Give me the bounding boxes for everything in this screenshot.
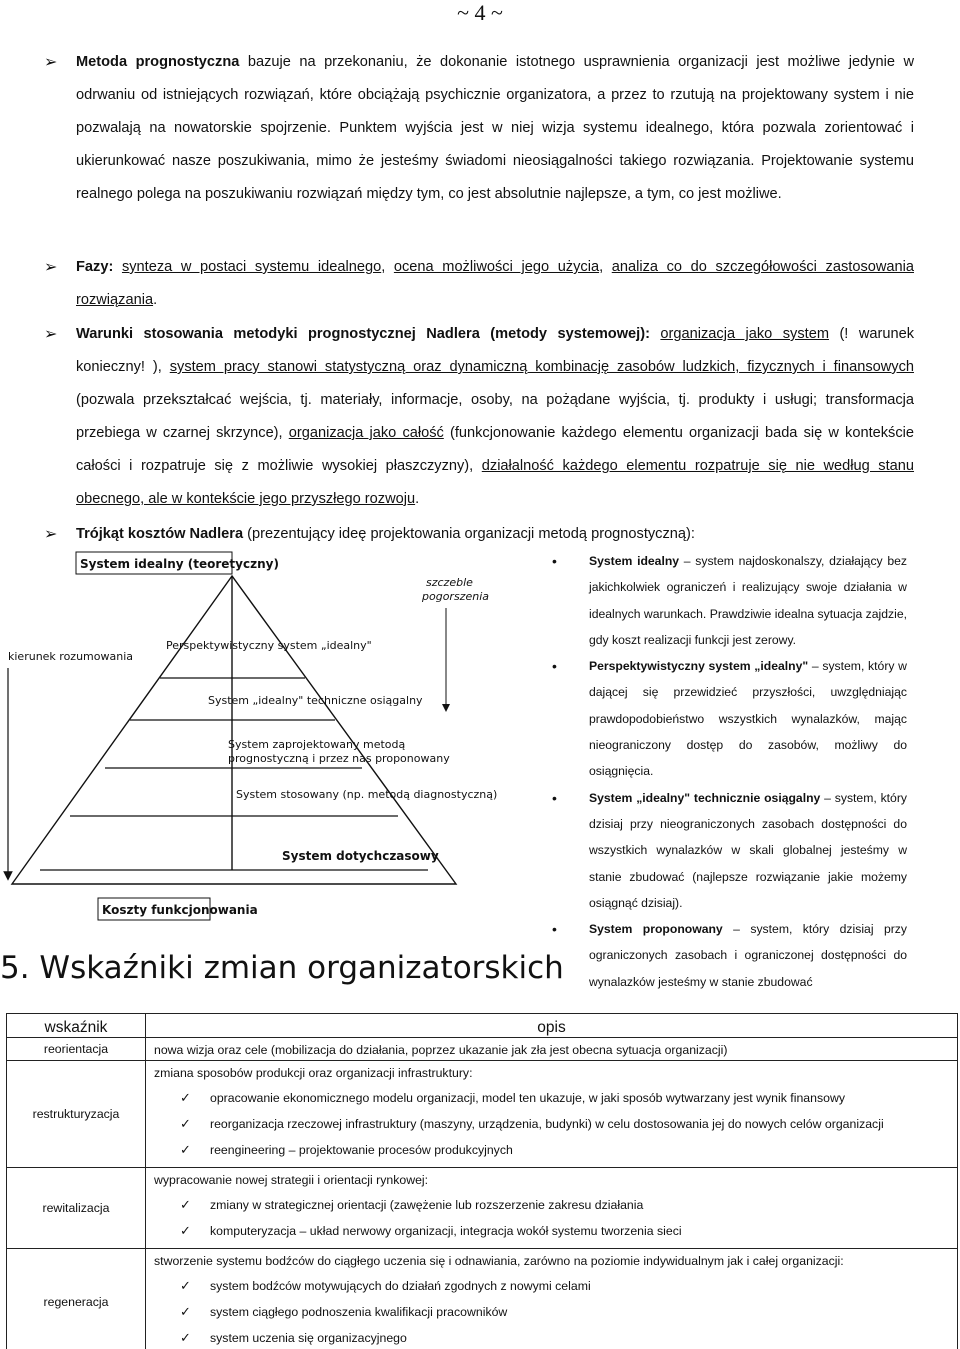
checkmark-icon: ✓ xyxy=(180,1304,191,1319)
phase-synthesis: synteza w postaci systemu idealnego xyxy=(121,259,382,275)
condition-text-3: (funkcjonowanie każdego elementu organizacji bada się w kontekście całości i rozpatruje się z możliwie wysokiej płaszczyzny), xyxy=(76,425,914,474)
arrow-bullet-icon: ➢ xyxy=(44,54,58,71)
list-item-text: system uczenia się organizacyjnego xyxy=(210,1331,407,1345)
list-item-text: zmiany w strategicznej orientacji (zawężenie lub rozszerzenie zakresu działania xyxy=(210,1198,644,1212)
checkmark-icon: ✓ xyxy=(180,1330,191,1345)
definition-item xyxy=(527,785,907,916)
term-prognostic-method: Metoda prognostyczna xyxy=(76,54,240,70)
list-item xyxy=(154,1192,949,1218)
definition-term: Perspektywistyczny system „idealny" xyxy=(589,659,809,674)
description-intro: nowa wizja oraz cele (mobilizacja do działania, poprzez ukazanie jak zła jest obecna sytuacja organizacji) xyxy=(154,1043,728,1057)
table-row xyxy=(7,1249,958,1349)
bullet-conditions xyxy=(44,318,914,518)
checkmark-icon: ✓ xyxy=(180,1223,191,1238)
level-applied-label: System stosowany (np. metodą diagnostyczną) xyxy=(236,788,498,801)
indicator-description xyxy=(146,1168,958,1249)
term-nadler-triangle: Trójkąt kosztów Nadlera xyxy=(76,526,244,542)
table-row xyxy=(7,1061,958,1168)
definition-item xyxy=(527,916,907,995)
arrow-bullet-icon: ➢ xyxy=(44,259,58,276)
bullet-dot-icon: • xyxy=(552,789,557,806)
definition-term: System „idealny" technicznie osiągalny xyxy=(589,790,821,805)
phase-evaluation: ocena możliwości jego użycia xyxy=(393,259,600,275)
indicator-name: rewitalizacja xyxy=(7,1168,146,1249)
list-item-text: system bodźców motywujących do działań zgodnych z nowymi celami xyxy=(210,1279,591,1293)
description-intro: stworzenie systemu bodźców do ciągłego uczenia się i odnawiania, zarówno na poziomie indywidualnym jak i całej organizacji: xyxy=(154,1254,844,1268)
checkmark-icon: ✓ xyxy=(180,1142,191,1157)
top-box-label: System idealny (teoretyczny) xyxy=(80,557,279,571)
check-list xyxy=(154,1273,949,1349)
phase-analysis: analiza co do szczegółowości zastosowania rozwiązania xyxy=(76,259,914,308)
list-item xyxy=(154,1111,949,1137)
indicator-description xyxy=(146,1038,958,1061)
bullet-nadler-triangle xyxy=(44,518,914,551)
list-item xyxy=(154,1218,949,1244)
reasoning-direction-label: kierunek rozumowania xyxy=(8,650,134,663)
list-item-text: opracowanie ekonomicznego modelu organizacji, model ten ukazuje, w jaki sposób wytwarzany jest wynik finansowy xyxy=(210,1091,845,1105)
definition-item xyxy=(527,653,907,784)
indicator-name: regeneracja xyxy=(7,1249,146,1349)
nadler-triangle-text: (prezentujący ideę projektowania organizacji metodą prognostyczną): xyxy=(243,526,695,542)
list-item-text: reengineering – projektowanie procesów produkcyjnych xyxy=(210,1143,513,1157)
definition-text: – system najdoskonalszy, działający bez jakichkolwiek ograniczeń i realizujący swoje działania w idealnych warunkach. Prawdziwie idealna sytuacja zajdzie, gdy koszt realizacji funkcji jest zerowy. xyxy=(589,554,907,647)
list-item xyxy=(154,1325,949,1349)
indicator-name: reorientacja xyxy=(7,1038,146,1061)
indicators-table xyxy=(6,1013,958,1349)
condition-text-2: (pozwala przekształcać wejścia, tj. materiały, informacje, osoby, na pożądane wyjścia, tj. produkty i usługi; transformacja przebiega w czarnej skrzynce), xyxy=(76,392,914,441)
base-box-label: Koszty funkcjonowania xyxy=(102,903,258,917)
checkmark-icon: ✓ xyxy=(180,1278,191,1293)
description-intro: zmiana sposobów produkcji oraz organizacji infrastruktury: xyxy=(154,1066,473,1080)
condition-work-system: system pracy stanowi statystyczną oraz dynamiczną kombinację zasobów ludzkich, fizycznych i finansowych xyxy=(169,359,914,375)
check-list xyxy=(154,1192,949,1244)
level-proposed-label-b: prognostyczną i przez nas proponowany xyxy=(228,752,450,765)
list-item-text: komputeryzacja – układ nerwowy organizacji, integracja wokół systemu tworzenia sieci xyxy=(210,1224,682,1238)
section-heading: 5. Wskaźniki zmian organizatorskich xyxy=(0,950,564,986)
table-row xyxy=(7,1168,958,1249)
bullet-dot-icon: • xyxy=(552,921,557,938)
bullet-list xyxy=(44,46,914,551)
condition-future-development: działalność każdego elementu rozpatruje się nie według stanu obecnego, ale w kontekście jego przyszłego rozwoju xyxy=(76,458,915,507)
prognostic-method-text: bazuje na przekonaniu, że dokonanie istotnego usprawnienia organizacji jest możliwe jedynie w odrwaniu od istniejących rozwiązań, które obciążają psychicznie organizatora, a przez to rzutują na projektowany system i nie pozwalają na nowatorskie spojrzenie. Punktem wyjścia jest w niej wizja systemu idealnego, która pozwala zorientować i ukierunkować nasze poszukiwania, mimo że jesteśmy świadomi nieosiągalności takiego rozwiązania. Projektowanie systemu realnego polega na poszukiwaniu rozwiązań między tym, co jest absolutnie najlepsze, a tym, co jest możliwe. xyxy=(76,54,914,202)
period: . xyxy=(153,292,158,308)
definition-item xyxy=(527,548,907,653)
definition-term: System proponowany xyxy=(589,922,723,937)
separator: , xyxy=(381,259,394,275)
list-item xyxy=(154,1299,949,1325)
bullet-prognostic-method xyxy=(44,46,914,251)
level-perspective-label: Perspektywistyczny system „idealny" xyxy=(166,639,372,652)
description-intro: wypracowanie nowej strategii i orientacji rynkowej: xyxy=(154,1173,429,1187)
definitions-list xyxy=(527,548,907,995)
header-description: opis xyxy=(146,1014,958,1038)
term-conditions: Warunki stosowania metodyki prognostycznej Nadlera (metody systemowej): xyxy=(76,326,650,342)
condition-organization-as-system: organizacja jako system xyxy=(660,326,829,342)
condition-text-1: (! warunek konieczny! ), xyxy=(76,326,914,375)
condition-organization-as-whole: organizacja jako całość xyxy=(288,425,444,441)
pyramid-outline xyxy=(12,576,456,884)
indicator-name: restrukturyzacja xyxy=(7,1061,146,1168)
bullet-dot-icon: • xyxy=(552,553,557,569)
level-current-label: System dotychczasowy xyxy=(282,849,439,863)
list-item-text: reorganizacja rzeczowej infrastruktury (maszyny, urządzenia, budynki) w celu dostosowania jej do nowych celów organizacji xyxy=(210,1117,884,1131)
nadler-cost-triangle-figure xyxy=(0,548,520,938)
list-item xyxy=(154,1273,949,1299)
definition-text: – system, który w dającej się przewidzieć przyszłości, uwzględniając prawdopodobieństwo wszystkich wynalazków, mając nieograniczony dostęp do zasobów, możliwy do osiągnięcia. xyxy=(589,659,907,779)
separator: , xyxy=(599,259,612,275)
checkmark-icon: ✓ xyxy=(180,1116,191,1131)
definition-text: – system, który dzisiaj przy ograniczonych zasobach i ograniczonej dostępności do wynalazków jesteśmy w stanie zbudować xyxy=(589,922,907,989)
checkmark-icon: ✓ xyxy=(180,1197,191,1212)
level-proposed-label-a: System zaprojektowany metodą xyxy=(228,738,406,751)
term-phases: Fazy: xyxy=(76,259,114,275)
condition-text-4: . xyxy=(415,491,420,507)
list-item xyxy=(154,1085,949,1111)
table-row xyxy=(7,1038,958,1061)
bullet-phases xyxy=(44,251,914,318)
indicator-description xyxy=(146,1061,958,1168)
list-item xyxy=(154,1137,949,1163)
definition-term: System idealny xyxy=(589,554,680,568)
level-technical-label: System „idealny" techniczne osiągalny xyxy=(208,694,423,707)
checkmark-icon: ✓ xyxy=(180,1090,191,1105)
header-indicator: wskaźnik xyxy=(7,1014,146,1038)
worsening-levels-label-2: pogorszenia xyxy=(422,590,489,603)
arrow-bullet-icon: ➢ xyxy=(44,326,58,343)
table-header-row xyxy=(7,1014,958,1038)
worsening-levels-label-1: szczeble xyxy=(426,576,473,589)
definition-text: – system, który dzisiaj przy nieograniczonych zasobach dostępności do wszystkich wynalazków w skali globalnej jesteśmy w stanie zbudować (najlepsze rozwiązanie jakie możemy osiągnąć dzisiaj). xyxy=(589,790,907,910)
page-number: ~ 4 ~ xyxy=(457,0,503,25)
check-list xyxy=(154,1085,949,1163)
indicator-description xyxy=(146,1249,958,1349)
list-item-text: system ciągłego podnoszenia kwalifikacji pracowników xyxy=(210,1305,508,1319)
bullet-dot-icon: • xyxy=(552,658,557,675)
arrow-bullet-icon: ➢ xyxy=(44,526,58,543)
